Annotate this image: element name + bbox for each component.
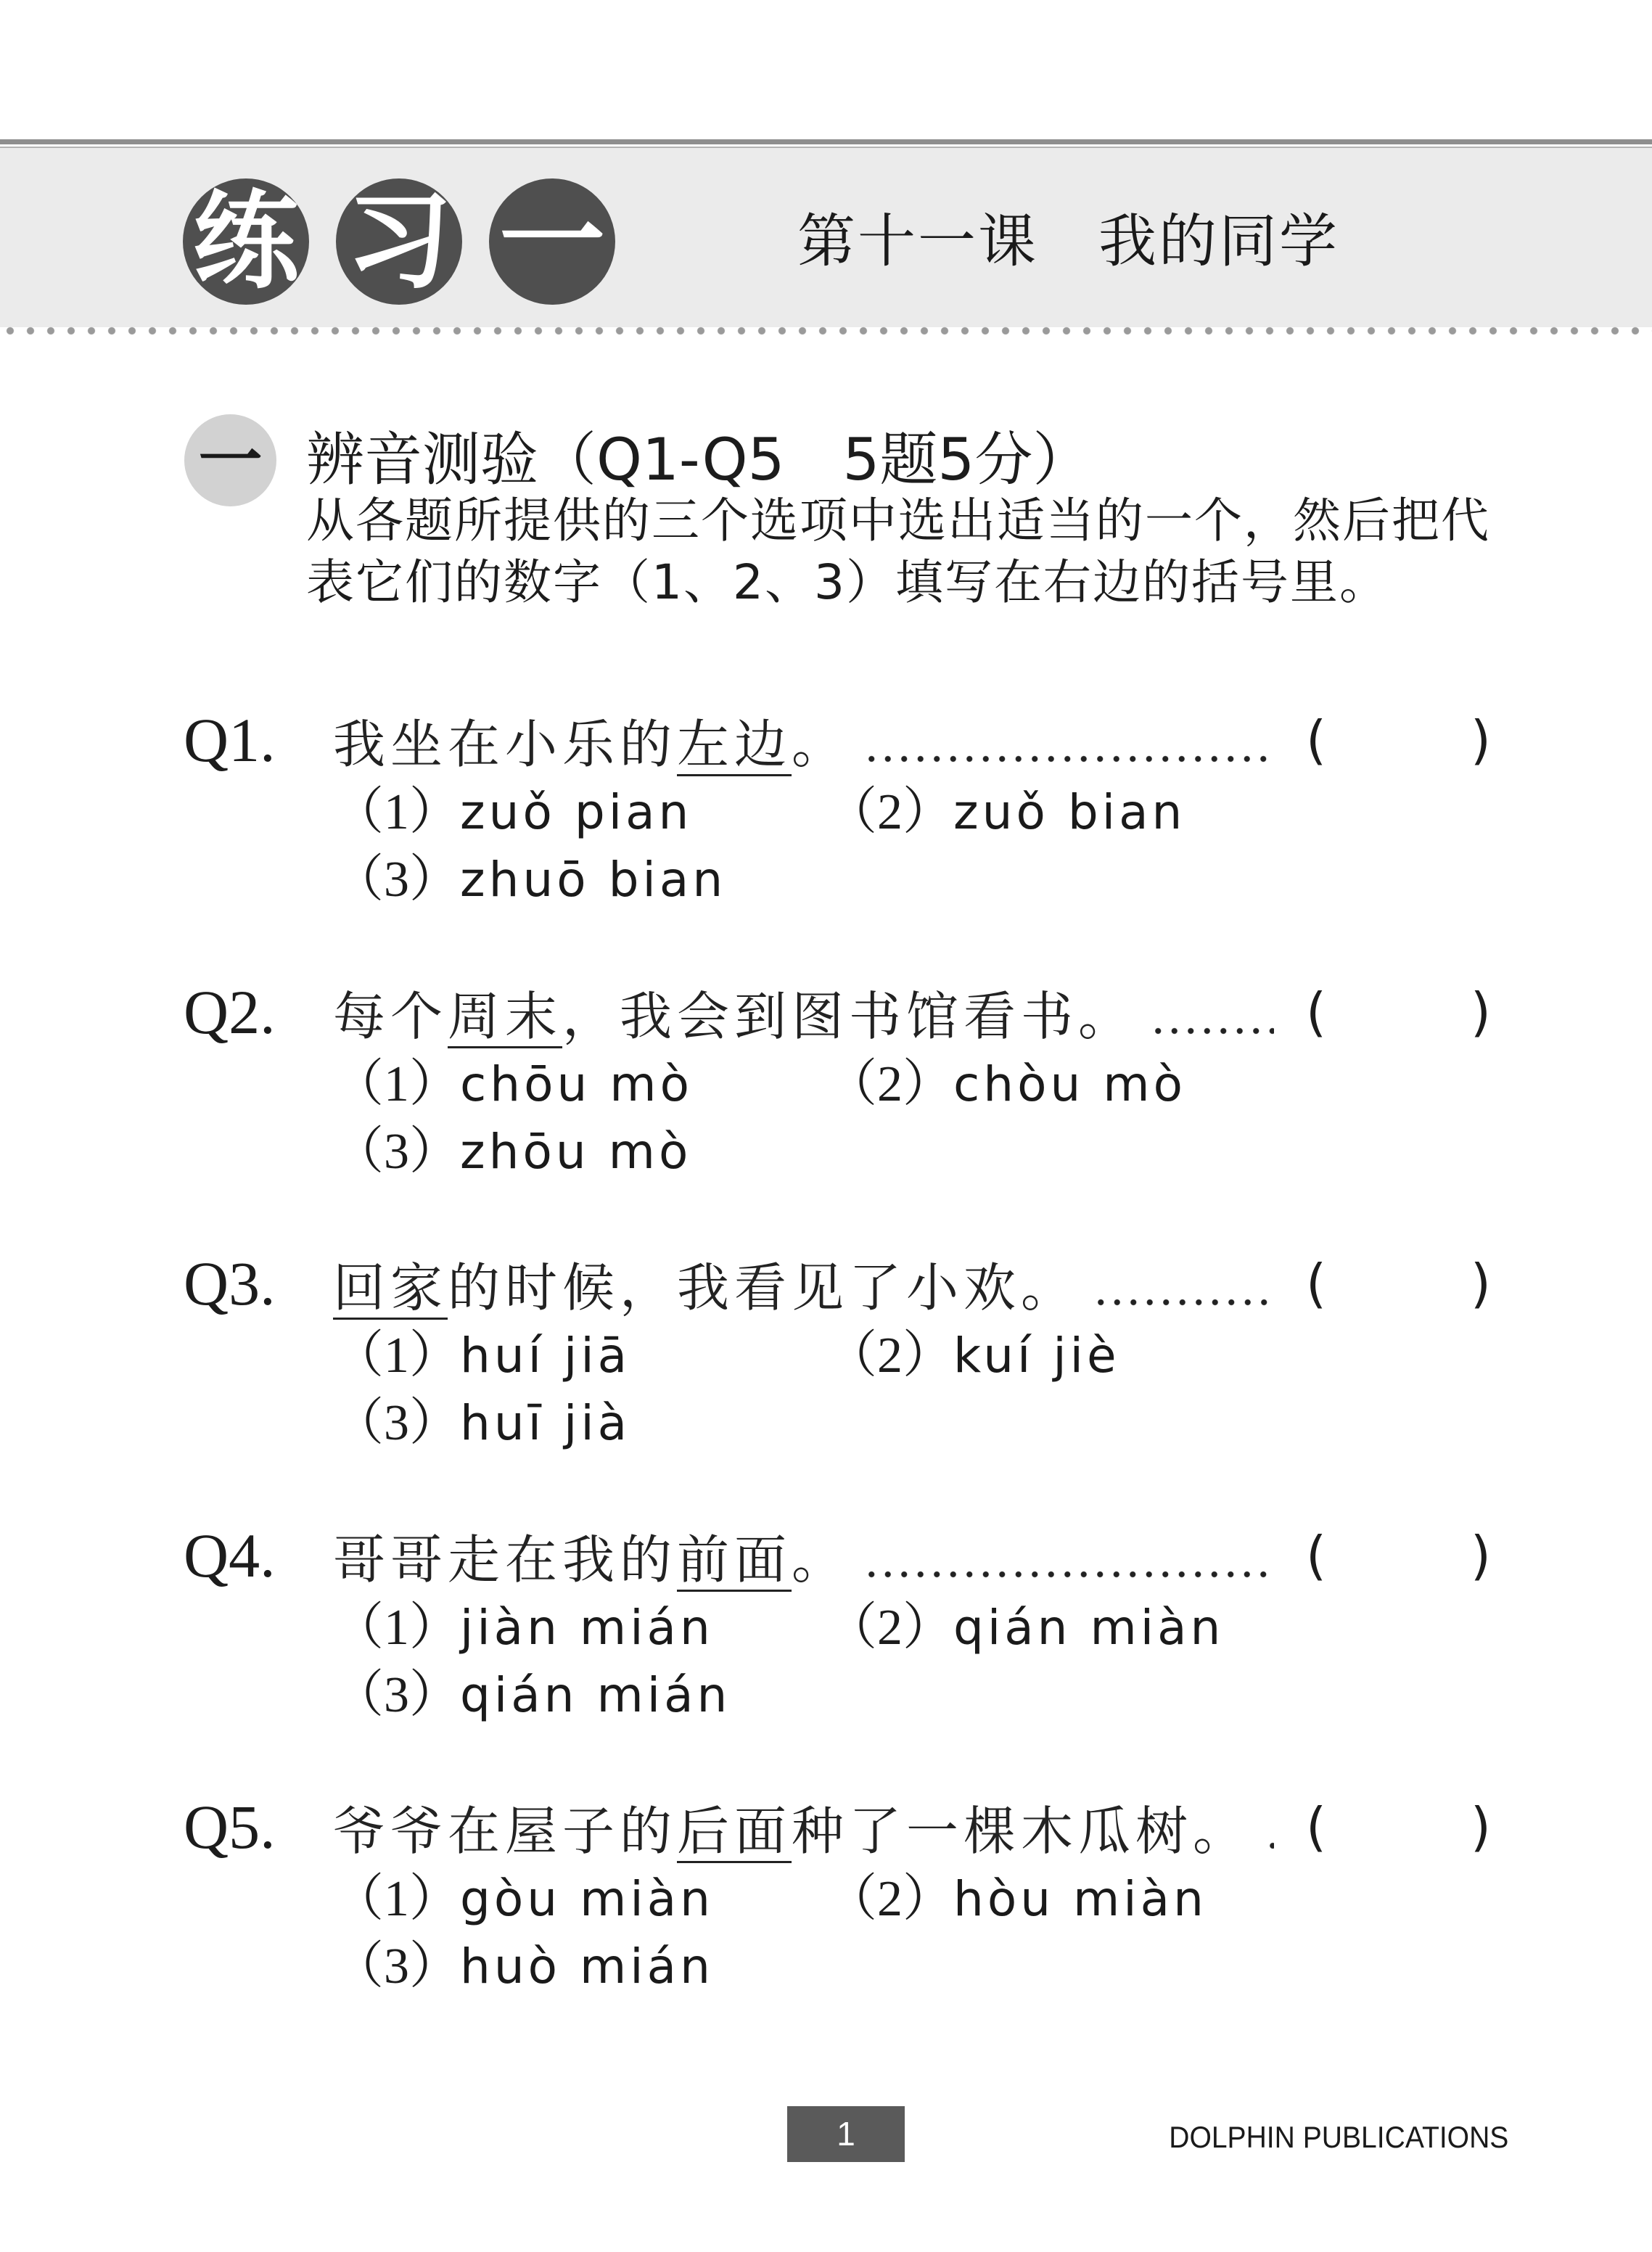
instruction-line: 表它们的数字（1、2、3）填写在右边的括号里。 (306, 554, 1389, 610)
question-4 (184, 1519, 1491, 1729)
bracket-open: ( (1306, 1796, 1327, 1857)
dotted-leader (1265, 1791, 1274, 1863)
option-row (184, 1118, 1491, 1185)
option-pinyin: zuǒ pian (460, 784, 693, 840)
bracket-open: ( (1306, 1253, 1327, 1314)
option-number: （1） (333, 1871, 460, 1927)
question-sentence (333, 1246, 1078, 1321)
option-number: （2） (826, 1328, 953, 1384)
option-number: （1） (333, 1599, 460, 1656)
answer-blank[interactable] (1326, 1796, 1471, 1857)
sentence-before: 我坐在小乐的 (333, 714, 678, 775)
sentence-before: 每个 (333, 985, 448, 1047)
question-2 (184, 976, 1491, 1185)
exercise-badge-char: 一 (489, 178, 615, 305)
option-number: （3） (333, 1123, 460, 1180)
sentence-after: 。 (792, 714, 850, 775)
sentence-after: 的时候，我看见了小欢。 (448, 1257, 1079, 1318)
option-row (184, 1594, 1491, 1661)
sentence-after: 种了一棵木瓜树。 (792, 1801, 1251, 1862)
question-3 (184, 1247, 1491, 1457)
bracket-open: ( (1306, 981, 1327, 1043)
question-line (184, 1791, 1491, 1863)
question-number: Q5. (184, 1792, 276, 1862)
option-2 (826, 778, 1185, 846)
option-row (184, 1322, 1491, 1389)
option-pinyin: huò mián (460, 1939, 714, 1994)
answer-bracket[interactable] (1306, 982, 1491, 1043)
option-pinyin: kuí jiè (953, 1328, 1120, 1384)
option-3 (333, 1661, 826, 1729)
option-row (184, 1865, 1491, 1933)
answer-bracket[interactable] (1306, 1253, 1491, 1314)
option-number: （1） (333, 1056, 460, 1112)
option-2 (826, 1051, 1186, 1118)
exercise-badge-char: 练 (183, 178, 309, 305)
answer-blank[interactable] (1326, 982, 1471, 1043)
sentence-before: 爷爷在屋子的 (333, 1801, 678, 1862)
option-1 (333, 1594, 826, 1661)
bracket-close: ) (1470, 1524, 1491, 1586)
option-number: （1） (333, 784, 460, 840)
answer-blank[interactable] (1326, 1525, 1471, 1586)
question-line (184, 1519, 1491, 1592)
question-number: Q3. (184, 1249, 276, 1318)
option-list (184, 1051, 1491, 1185)
option-row (184, 1933, 1491, 2000)
question-number: Q1. (184, 705, 276, 775)
answer-blank[interactable] (1326, 710, 1471, 770)
option-1 (333, 1322, 826, 1389)
option-number: （2） (826, 1871, 953, 1927)
question-line (184, 976, 1491, 1048)
option-number: （3） (333, 852, 460, 908)
option-pinyin: zhuō bian (460, 852, 727, 908)
answer-bracket[interactable] (1306, 1525, 1491, 1586)
dotted-leader (1150, 976, 1274, 1048)
option-pinyin: jiàn mián (460, 1599, 714, 1656)
option-3 (333, 1389, 826, 1457)
option-number: （3） (333, 1939, 460, 1994)
question-sentence (333, 974, 1135, 1050)
question-line (184, 704, 1491, 776)
option-pinyin: gòu miàn (460, 1871, 714, 1927)
option-2 (826, 1865, 1207, 1933)
answer-blank[interactable] (1326, 1253, 1471, 1314)
sentence-before: 哥哥走在我的 (333, 1529, 678, 1590)
question-number: Q2. (184, 977, 276, 1047)
option-list (184, 778, 1491, 913)
option-2 (826, 1594, 1224, 1661)
option-pinyin: chòu mò (953, 1056, 1186, 1112)
option-number: （3） (333, 1395, 460, 1451)
bracket-close: ) (1470, 1253, 1491, 1314)
section-instructions (306, 490, 1490, 613)
publisher-name: DOLPHIN PUBLICATIONS (1168, 2120, 1508, 2154)
section-heading: 辨音测验（Q1-Q5 5题5分） (306, 426, 1091, 493)
dotted-leader (863, 1519, 1274, 1592)
bracket-open: ( (1306, 710, 1327, 770)
underlined-word: 后面 (677, 1801, 792, 1862)
option-pinyin: chōu mò (460, 1056, 693, 1112)
option-3 (333, 846, 826, 913)
dotted-divider (0, 326, 1652, 335)
sentence-after: ，我会到图书馆看书。 (562, 985, 1136, 1047)
underlined-word: 周末 (448, 985, 563, 1047)
question-5 (184, 1791, 1491, 2000)
exercise-title-badges (183, 178, 615, 305)
sentence-after: 。 (792, 1529, 850, 1590)
lesson-title: 第十一课 我的同学 (797, 207, 1339, 275)
option-number: （2） (826, 1599, 953, 1656)
option-pinyin: zhōu mò (460, 1123, 692, 1180)
option-number: （2） (826, 1056, 953, 1112)
option-row (184, 1051, 1491, 1118)
question-1 (184, 704, 1491, 913)
question-sentence (333, 1789, 1250, 1865)
option-pinyin: qián miàn (953, 1599, 1225, 1656)
question-number: Q4. (184, 1520, 276, 1590)
instruction-line: 从各题所提供的三个选项中选出适当的一个，然后把代 (306, 493, 1490, 548)
bracket-close: ) (1470, 981, 1491, 1043)
option-number: （1） (333, 1328, 460, 1384)
option-pinyin: hòu miàn (953, 1871, 1207, 1927)
underlined-word: 回家 (333, 1257, 448, 1318)
dotted-leader (863, 704, 1274, 776)
option-list (184, 1594, 1491, 1729)
question-line (184, 1247, 1491, 1320)
option-list (184, 1865, 1491, 2000)
option-pinyin: zuǒ bian (953, 784, 1186, 840)
underlined-word: 左边 (677, 714, 792, 775)
option-row (184, 1389, 1491, 1457)
bracket-close: ) (1470, 1796, 1491, 1857)
answer-bracket[interactable] (1306, 1796, 1491, 1857)
option-row (184, 778, 1491, 846)
option-3 (333, 1933, 826, 2000)
exercise-badge-char: 习 (336, 178, 462, 305)
dotted-leader (1093, 1247, 1274, 1320)
option-3 (333, 1118, 826, 1185)
section-number-badge: 一 (184, 414, 276, 506)
option-1 (333, 778, 826, 846)
question-sentence (333, 1518, 849, 1593)
page-number: 1 (787, 2106, 905, 2162)
option-1 (333, 1865, 826, 1933)
bracket-close: ) (1470, 710, 1491, 770)
question-sentence (333, 702, 849, 778)
option-2 (826, 1322, 1120, 1389)
option-pinyin: huí jiā (460, 1328, 631, 1384)
option-row (184, 846, 1491, 913)
answer-bracket[interactable] (1306, 710, 1491, 770)
underlined-word: 前面 (677, 1529, 792, 1590)
option-pinyin: huī jià (460, 1395, 631, 1451)
option-list (184, 1322, 1491, 1457)
option-pinyin: qián mián (460, 1667, 731, 1723)
option-number: （2） (826, 784, 953, 840)
bracket-open: ( (1306, 1524, 1327, 1586)
option-row (184, 1661, 1491, 1729)
option-number: （3） (333, 1667, 460, 1723)
option-1 (333, 1051, 826, 1118)
